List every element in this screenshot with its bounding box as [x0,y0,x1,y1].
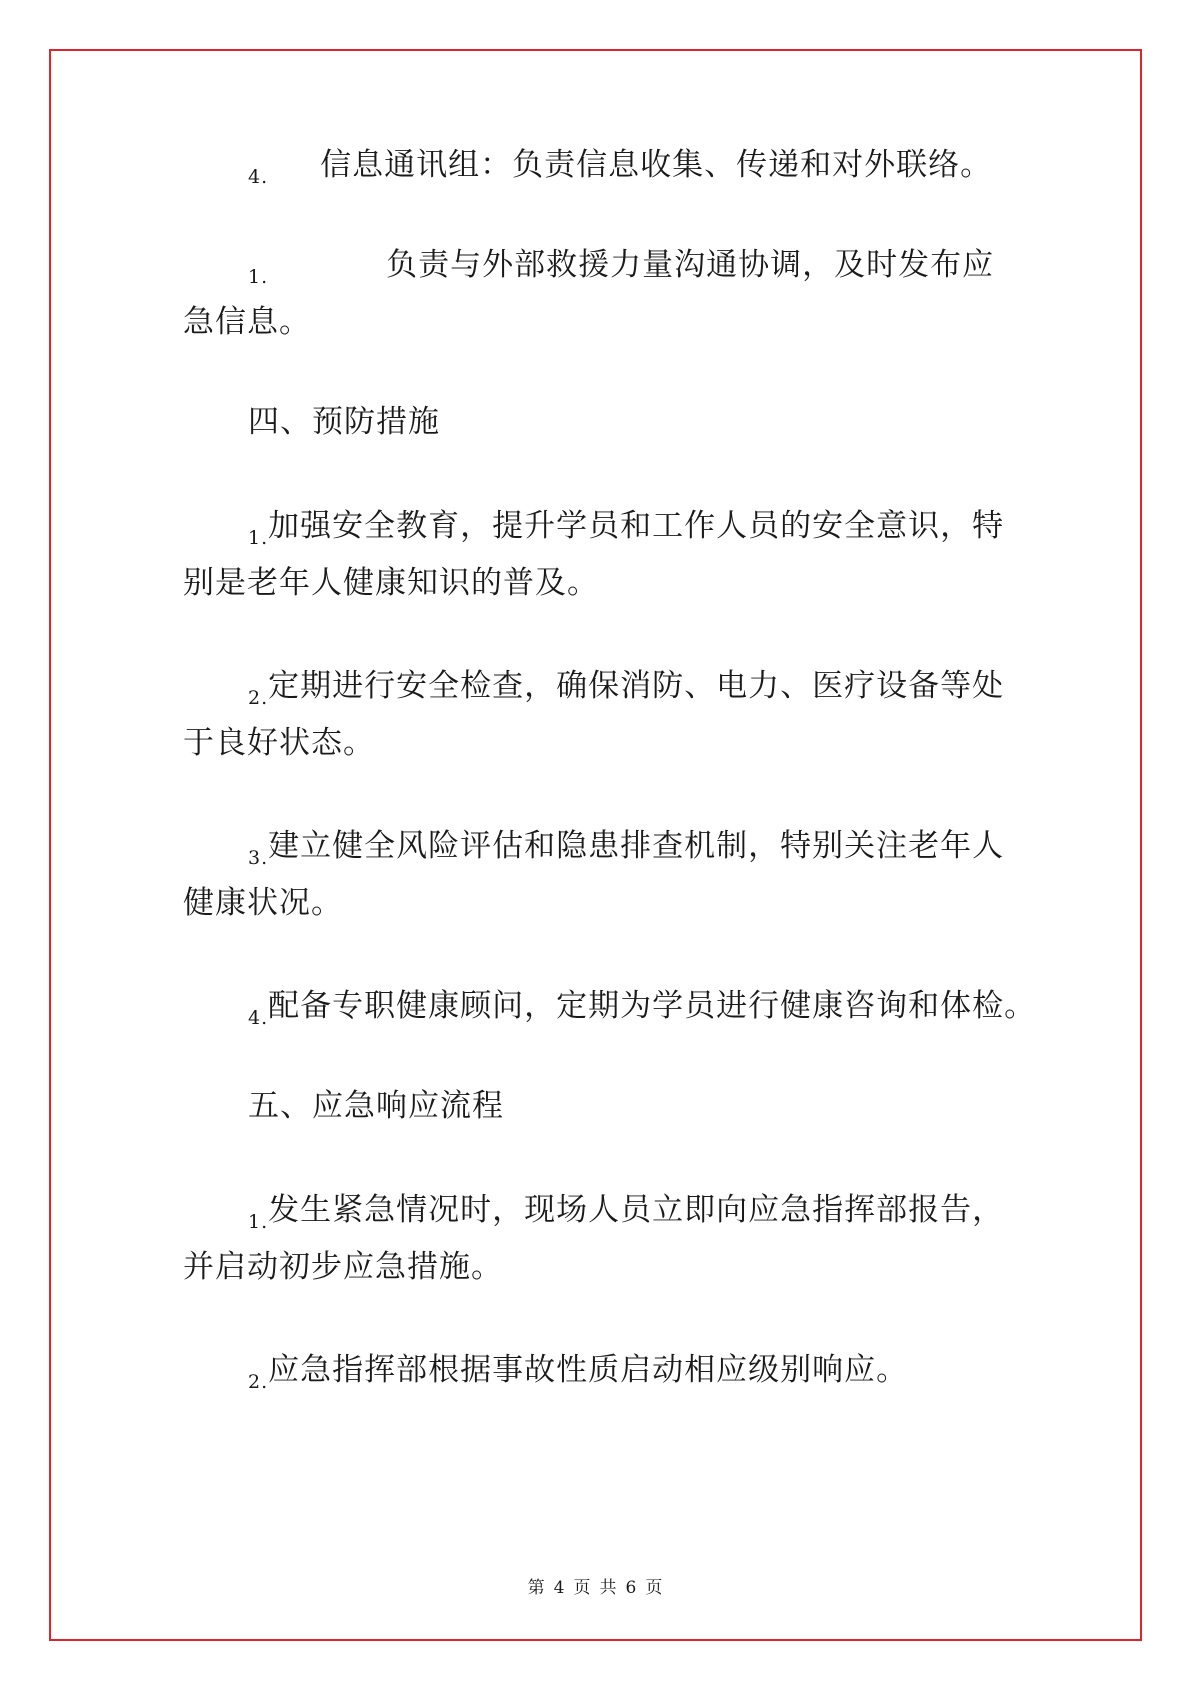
section-heading-emergency-response: 五、应急响应流程 [248,1088,504,1124]
footer-page-label: 页 [573,1578,592,1598]
item-number: 1. [248,527,269,549]
footer-suffix: 页 [645,1578,664,1598]
list-item-continuation: 于良好状态。 [183,725,375,761]
list-item-continuation: 并启动初步应急措施。 [183,1249,503,1285]
item-number: 4. [248,166,269,188]
list-item-continuation: 急信息。 [183,304,311,340]
item-text: 信息通讯组：负责信息收集、传递和对外联络。 [320,147,993,183]
item-number: 3. [248,847,269,869]
item-text: 发生紧急情况时，现场人员立即向应急指挥部报告， [268,1192,1005,1228]
item-number: 1. [248,266,269,288]
item-number: 2. [248,687,269,709]
page-footer [0,1576,1191,1600]
item-number: 2. [248,1371,269,1393]
list-item-safety-education [248,506,1004,558]
list-item-emergency-report [248,1190,1004,1242]
list-item-health-advisor [248,986,1036,1038]
item-text: 建立健全风险评估和隐患排查机制，特别关注老年人 [268,828,1005,864]
item-text: 定期进行安全检查，确保消防、电力、医疗设备等处 [268,668,1005,704]
list-item-info-group [248,145,992,197]
list-item-response-level [248,1350,908,1402]
list-item-continuation: 别是老年人健康知识的普及。 [183,565,599,601]
item-text: 负责与外部救援力量沟通协调，及时发布应 [386,247,995,283]
footer-total-label: 共 [599,1578,618,1598]
item-text: 加强安全教育，提升学员和工作人员的安全意识，特 [268,508,1005,544]
list-item-continuation: 健康状况。 [183,885,343,921]
list-item-external-coordination [248,245,994,297]
list-item-risk-assessment [248,826,1004,878]
item-text: 应急指挥部根据事故性质启动相应级别响应。 [268,1352,909,1388]
footer-prefix: 第 [527,1578,546,1598]
footer-page-number: 4 [553,1578,566,1598]
section-heading-prevention: 四、预防措施 [248,404,440,440]
item-number: 4. [248,1007,269,1029]
footer-total-pages: 6 [625,1578,638,1598]
list-item-safety-check [248,666,1004,718]
item-text: 配备专职健康顾问，定期为学员进行健康咨询和体检。 [268,988,1037,1024]
item-number: 1. [248,1211,269,1233]
